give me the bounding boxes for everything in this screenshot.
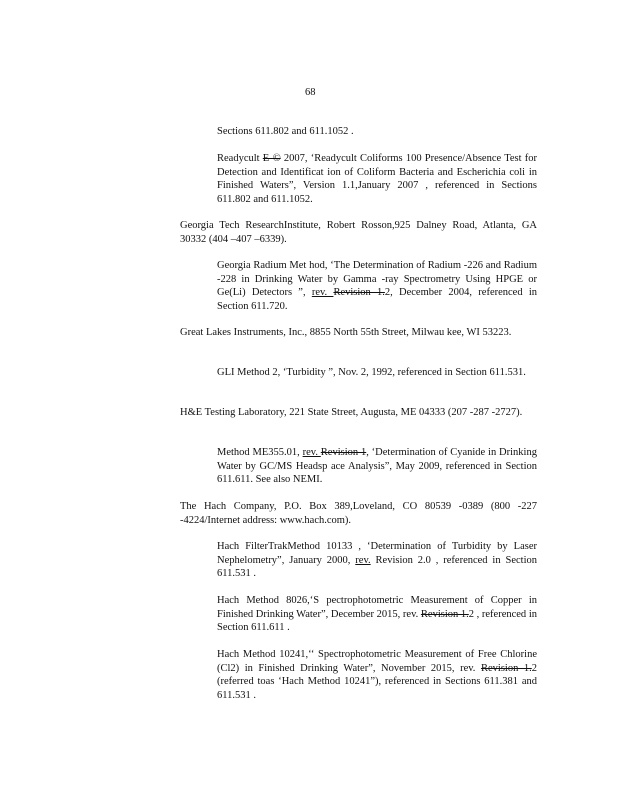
entry-text: Georgia Radium Met hod, ‘The Determination of Radium -226 and Radium -228 in Drinking Water by Gamma -ray Spectrometry Using HPGE or Ge(Li) Detectors ”,	[217, 260, 537, 299]
entry-text: H&E Testing Laboratory, 221 State Street, Augusta, ME 04333 (207 -287 -2727).	[180, 407, 523, 418]
reference-entry-hach-filtertrak	[217, 540, 537, 581]
entry-text: Great Lakes Instruments, Inc., 8855 North 55th Street, Milwau kee, WI 53223.	[180, 327, 512, 338]
entry-text: 2 , referenced in Section 611.611 .	[217, 608, 537, 634]
reference-entry-readycult	[217, 152, 537, 206]
reference-entry-me355	[217, 446, 537, 487]
underlined-text: rev.	[355, 554, 371, 566]
organization-entry-georgia-tech	[180, 219, 537, 246]
underlined-text: rev.	[302, 447, 321, 458]
underlined-text: rev.	[311, 287, 334, 299]
entry-text: 2007, ‘Readycult Coliforms 100 Presence/Absence Test for Detection and Identificat ion of Coliform Bacteria and Escherichia coli in Finished Waters”, Version 1.1,January 2007 , referenced in Sections 611.802 and 611.1052.	[217, 153, 537, 205]
struck-text: E-©	[262, 153, 281, 164]
entry-text: Georgia Tech ResearchInstitute, Robert Rosson,925 Dalney Road, Atlanta, GA 30332 (404 –407 –6339).	[180, 220, 537, 245]
entry-text: The Hach Company, P.O. Box 389,Loveland, CO 80539 -0389 (800 -227 -4224/Internet address: www.hach.com).	[180, 501, 537, 526]
organization-entry-he-testing	[180, 406, 537, 420]
organization-entry-hach	[180, 500, 537, 527]
reference-entry-georgia-radium	[217, 259, 537, 313]
reference-entry-gli	[217, 366, 537, 380]
entry-text: 2 (referred toas ‘Hach Method 10241”), referenced in Sections 611.381 and 611.531 .	[217, 662, 537, 701]
entry-text: Sections 611.802 and 611.1052 .	[217, 126, 354, 137]
struck-text: Revision 1.	[420, 608, 469, 620]
entry-text: Method ME355.01,	[217, 447, 303, 458]
entry-text: Hach Method 10241,‘‘ Spectrophotometric Measurement of Free Chlorine (Cl2) in Finished Drinking Water”, November 2015, rev.	[217, 649, 537, 674]
entry-text: GLI Method 2, ‘Turbidity ”, Nov. 2, 1992, referenced in Section 611.531.	[217, 367, 526, 378]
reference-entry-hach-8026	[217, 594, 537, 635]
page-number: 68	[305, 87, 316, 98]
entry-text: Readycult	[217, 153, 263, 164]
entry-text: Revision 2.0 , referenced in Section 611.531 .	[217, 554, 537, 580]
entry-text: Hach Method 8026,‘S pectrophotometric Measurement of Copper in Finished Drinking Water”, December 2015, rev.	[217, 595, 537, 620]
entry-text: Hach FilterTrakMethod 10133 , ‘Determination of Turbidity by Laser Nephelometry”, January 2000,	[217, 541, 537, 566]
reference-entry	[217, 125, 537, 139]
reference-entry-hach-10241	[217, 648, 537, 702]
entry-text: 2, December 2004, referenced in Section 611.720.	[217, 287, 537, 312]
organization-entry-great-lakes	[180, 326, 537, 340]
struck-text: Revision 1	[320, 447, 367, 458]
entry-text: , ‘Determination of Cyanide in Drinking Water by GC/MS Headsp ace Analysis”, May 2009, referenced in Section 611.611. See also NEMI.	[217, 447, 537, 486]
struck-text: Revision 1.	[333, 287, 385, 299]
struck-text: Revision 1.	[480, 662, 532, 674]
